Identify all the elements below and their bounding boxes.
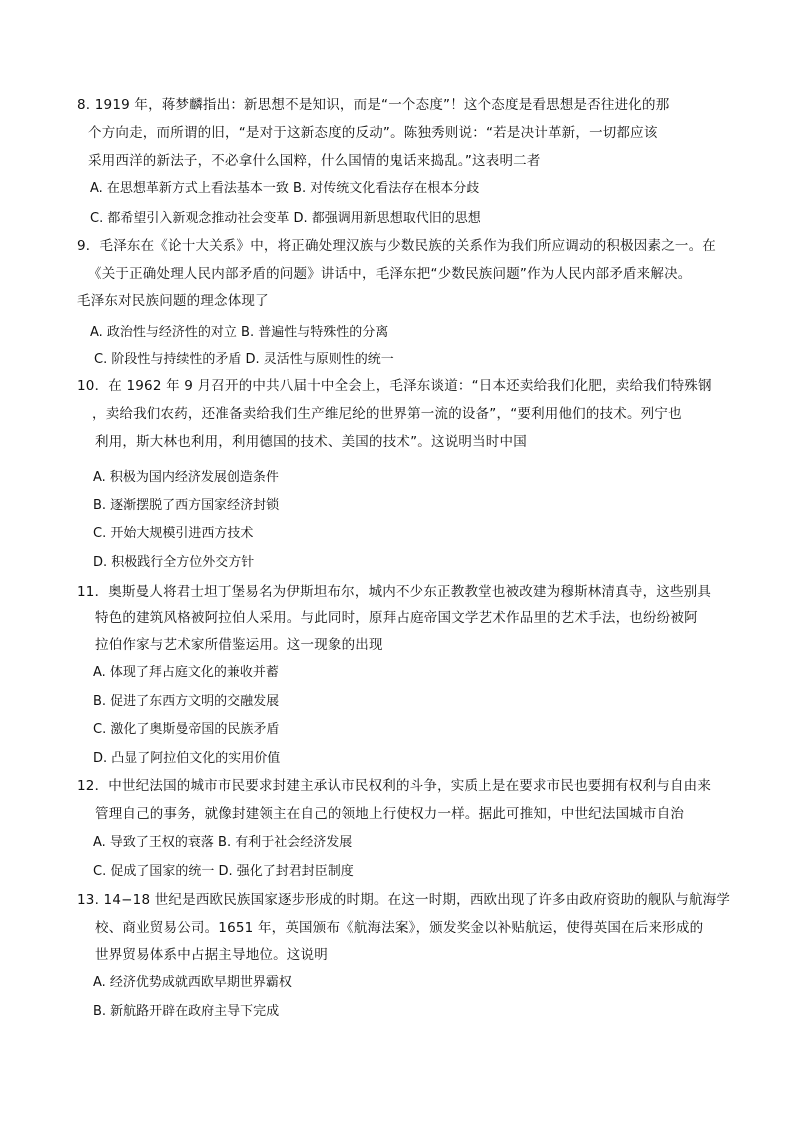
question-11-option-c: C. 激化了奥斯曼帝国的民族矛盾	[93, 722, 280, 737]
question-11-stem-line-1: 11．奥斯曼人将君士坦丁堡易名为伊斯坦布尔，城内不少东正教教堂也被改建为穆斯林清真寺，这些别具	[77, 584, 712, 600]
question-13-stem-line-3: 世界贸易体系中占据主导地位。这说明	[95, 947, 328, 963]
question-8-options-cd: C. 都希望引入新观念推动社会变革 D. 都强调用新思想取代旧的思想	[90, 211, 481, 226]
question-8-stem-line-3: 采用西洋的新法子，不必拿什么国粹，什么国情的鬼话来捣乱。”这表明二者	[88, 153, 541, 169]
question-9-options-ab: A. 政治性与经济性的对立 B. 普遍性与特殊性的分离	[90, 325, 389, 340]
question-10-option-a: A. 积极为国内经济发展创造条件	[93, 470, 279, 485]
question-10-stem-line-2: ，卖给我们农药，还准备卖给我们生产维尼纶的世界第一流的设备”，“要利用他们的技术。列宁也	[92, 406, 682, 422]
question-10-stem-line-3: 利用，斯大林也利用，利用德国的技术、美国的技术”。这说明当时中国	[95, 434, 527, 450]
question-9-stem-line-2: 《关于正确处理人民内部矛盾的问题》讲话中，毛泽东把“少数民族问题”作为人民内部矛盾来解决。	[88, 266, 692, 282]
question-11-option-a: A. 体现了拜占庭文化的兼收并蓄	[93, 665, 279, 680]
question-11-stem-line-2: 特色的建筑风格被阿拉伯人采用。与此同时，原拜占庭帝国文学艺术作品里的艺术手法，也纷纷被阿	[95, 610, 698, 626]
question-13-stem-line-1: 13. 14−18 世纪是西欧民族国家逐步形成的时期。在这一时期，西欧出现了许多由政府资助的舰队与航海学	[77, 892, 731, 908]
question-8-stem-line-2: 个方向走，而所谓的旧，“是对于这新态度的反动”。陈独秀则说：“若是决计革新，一切都应该	[88, 125, 658, 141]
question-12-stem-line-2: 管理自己的事务，就像封建领主在自己的领地上行使权力一样。据此可推知，中世纪法国城市自治	[95, 806, 685, 822]
question-12-options-ab: A. 导致了王权的衰落 B. 有利于社会经济发展	[93, 835, 353, 850]
question-12-stem-line-1: 12．中世纪法国的城市市民要求封建主承认市民权利的斗争，实质上是在要求市民也要拥有权利与自由来	[77, 778, 712, 794]
question-12-options-cd: C. 促成了国家的统一 D. 强化了封君封臣制度	[93, 864, 354, 879]
question-9-stem-line-1: 9．毛泽东在《论十大关系》中，将正确处理汉族与少数民族的关系作为我们所应调动的积极因素之一。在	[77, 238, 716, 254]
question-8-stem-line-1: 8. 1919 年，蒋梦麟指出：新思想不是知识，而是“一个态度”！这个态度是看思想是否往进化的那	[77, 97, 670, 113]
question-10-stem-line-1: 10．在 1962 年 9 月召开的中共八届十中全会上，毛泽东谈道：“日本还卖给我们化肥，卖给我们特殊钢	[77, 378, 712, 394]
question-9-options-cd: C. 阶段性与持续性的矛盾 D. 灵活性与原则性的统一	[94, 352, 394, 367]
question-10-option-d: D. 积极践行全方位外交方针	[93, 555, 255, 570]
question-11-option-b: B. 促进了东西方文明的交融发展	[93, 694, 280, 709]
question-10-option-b: B. 逐渐摆脱了西方国家经济封锁	[93, 498, 280, 513]
question-13-option-b: B. 新航路开辟在政府主导下完成	[93, 1004, 280, 1019]
question-13-option-a: A. 经济优势成就西欧早期世界霸权	[93, 975, 292, 990]
question-13-stem-line-2: 校、商业贸易公司。1651 年，英国颁布《航海法案》，颁发奖金以补贴航运，使得英国在后来形成的	[95, 920, 704, 936]
question-10-option-c: C. 开始大规模引进西方技术	[93, 526, 254, 541]
question-11-stem-line-3: 拉伯作家与艺术家所借鉴运用。这一现象的出现	[95, 637, 383, 653]
question-8-options-ab: A. 在思想革新方式上看法基本一致 B. 对传统文化看法存在根本分歧	[90, 181, 480, 196]
question-11-option-d: D. 凸显了阿拉伯文化的实用价值	[93, 751, 281, 766]
question-9-stem-line-3: 毛泽东对民族问题的理念体现了	[77, 293, 269, 309]
